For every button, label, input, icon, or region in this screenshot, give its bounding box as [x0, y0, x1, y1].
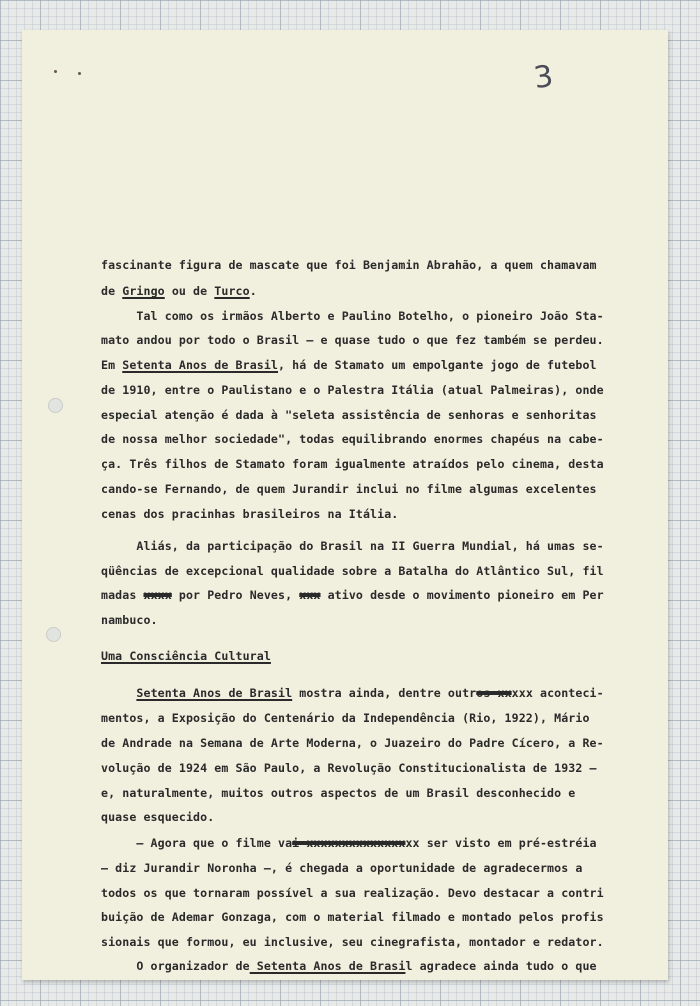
- text-line: de nossa melhor sociedade", todas equilibrando enormes chapéus na cabe-: [101, 432, 604, 446]
- ink-spot: [78, 72, 81, 75]
- section-heading: Uma Consciência Cultural: [101, 649, 271, 663]
- text-line: de 1910, entre o Paulistano e o Palestra Itália (atual Palmeiras), onde: [101, 383, 604, 397]
- document-page: [22, 30, 668, 980]
- text-line: cando-se Fernando, de quem Jurandir inclui no filme algumas excelentes: [101, 482, 597, 496]
- text-line: cenas dos pracinhas brasileiros na Itália.: [101, 507, 399, 521]
- text-line: — Agora que o filme vai xxxxxxxxxxxxxxxx ser visto em pré-estréia: [101, 836, 597, 850]
- text-line: buição de Ademar Gonzaga, com o material filmado e montado pelos profis: [101, 910, 604, 924]
- text-line: O organizador de Setenta Anos de Brasil agradece ainda tudo o que: [101, 959, 597, 973]
- text-line: Em Setenta Anos de Brasil, há de Stamato um empolgante jogo de futebol: [101, 358, 597, 372]
- text-line: e, naturalmente, muitos outros aspectos de um Brasil desconhecido e: [101, 786, 576, 800]
- text-line: ça. Três filhos de Stamato foram igualmente atraídos pelo cinema, desta: [101, 457, 604, 471]
- text-line: mato andou por todo o Brasil — e quase tudo o que fez também se perdeu.: [101, 333, 604, 347]
- ink-spot: [54, 70, 57, 73]
- text-line: nambuco.: [101, 613, 158, 627]
- punch-hole: [46, 627, 61, 642]
- text-line: volução de 1924 em São Paulo, a Revolução Constitucionalista de 1932 —: [101, 761, 597, 775]
- text-line: Setenta Anos de Brasil mostra ainda, dentre outros xxxxx aconteci-: [136, 686, 604, 700]
- text-line: madas xxxx por Pedro Neves, xxx ativo desde o movimento pioneiro em Per: [101, 588, 604, 602]
- text-line: Aliás, da participação do Brasil na II Guerra Mundial, há umas se-: [101, 539, 604, 553]
- text-line: especial atenção é dada à "seleta assistência de senhoras e senhoritas: [101, 408, 597, 422]
- text-line: Tal como os irmãos Alberto e Paulino Botelho, o pioneiro João Sta-: [101, 309, 604, 323]
- text-line: sionais que formou, eu inclusive, seu cinegrafista, montador e redator.: [101, 935, 604, 949]
- punch-hole: [48, 398, 63, 413]
- text-line: qüências de excepcional qualidade sobre a Batalha do Atlântico Sul, fil: [101, 564, 604, 578]
- text-line: mentos, a Exposição do Centenário da Independência (Rio, 1922), Mário: [101, 711, 590, 725]
- text-line: todos os que tornaram possível a sua realização. Devo destacar a contri: [101, 886, 604, 900]
- text-line: de Andrade na Semana de Arte Moderna, o Juazeiro do Padre Cícero, a Re-: [101, 736, 604, 750]
- text-line: fascinante figura de mascate que foi Benjamin Abrahão, a quem chamavam: [101, 258, 597, 272]
- text-line: quase esquecido.: [101, 810, 215, 824]
- page-number: 3: [531, 58, 556, 97]
- text-line: de Gringo ou de Turco.: [101, 284, 257, 298]
- text-line: — diz Jurandir Noronha —, é chegada a oportunidade de agradecermos a: [101, 861, 583, 875]
